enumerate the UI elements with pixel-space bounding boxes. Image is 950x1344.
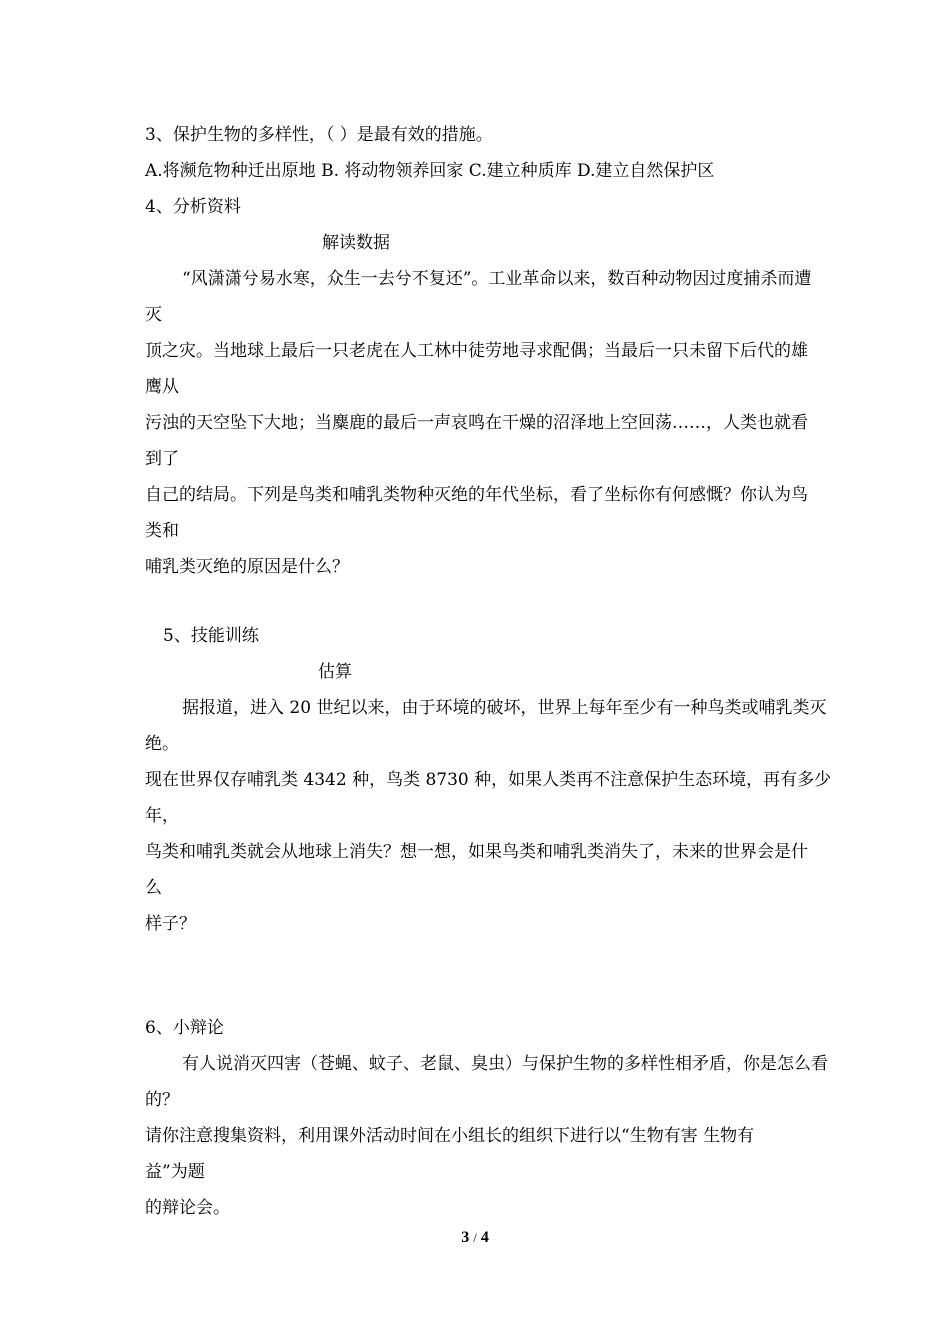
q4-line-8: 类和 xyxy=(145,521,179,541)
q4-line-6: 到了 xyxy=(145,449,179,469)
q4-line-3: 顶之灾。当地球上最后一只老虎在人工林中徒劳地寻求配偶；当最后一只未留下后代的雄 xyxy=(145,341,808,361)
q5-line-2: 绝。 xyxy=(145,734,179,754)
q4-line-9: 哺乳类灭绝的原因是什么？ xyxy=(145,557,349,577)
q5-line-4: 年， xyxy=(145,806,179,826)
q5-title: 5、技能训练 xyxy=(163,626,259,646)
q5-line-5: 鸟类和哺乳类就会从地球上消失？想一想，如果鸟类和哺乳类消失了，未来的世界会是什 xyxy=(145,842,808,862)
q4-line-4: 鹰从 xyxy=(145,377,179,397)
q3-title: 3、保护生物的多样性，（ ）是最有效的措施。 xyxy=(145,125,493,145)
q4-line-7: 自己的结局。下列是鸟类和哺乳类物种灭绝的年代坐标，看了坐标你有何感慨？你认为鸟 xyxy=(145,485,808,505)
page-current: 3 xyxy=(461,1229,470,1246)
q5-subtitle: 估算 xyxy=(318,662,352,682)
q5-line-1: 据报道，进入 20 世纪以来，由于环境的破坏，世界上每年至少有一种鸟类或哺乳类灭 xyxy=(182,698,827,718)
q5-line-6: 么 xyxy=(145,878,162,898)
q4-title: 4、分析资料 xyxy=(145,197,241,217)
page-separator: / xyxy=(473,1230,477,1245)
q3-options: A.将濒危物种迁出原地 B. 将动物领养回家 C.建立种质库 D.建立自然保护区 xyxy=(145,161,715,181)
q5-line-7: 样子？ xyxy=(145,914,196,934)
q5-line-3: 现在世界仅存哺乳类 4342 种，鸟类 8730 种，如果人类再不注意保护生态环境，再有多少 xyxy=(145,770,832,790)
q6-line-5: 的辩论会。 xyxy=(145,1198,230,1218)
q4-line-5: 污浊的天空坠下大地；当麋鹿的最后一声哀鸣在干燥的沼泽地上空回荡……，人类也就看 xyxy=(145,413,808,433)
q6-title: 6、小辩论 xyxy=(145,1018,224,1038)
q4-subtitle: 解读数据 xyxy=(322,233,390,253)
q4-line-1: “风潇潇兮易水寒，众生一去兮不复还”。工业革命以来，数百种动物因过度捕杀而遭 xyxy=(182,269,812,289)
q6-line-3: 请你注意搜集资料，利用课外活动时间在小组长的组织下进行以“生物有害 生物有 xyxy=(145,1126,755,1146)
page-total: 4 xyxy=(480,1229,489,1246)
page-number xyxy=(0,1229,950,1247)
q4-line-2: 灭 xyxy=(145,305,162,325)
q6-line-1: 有人说消灭四害（苍蝇、蚊子、老鼠、臭虫）与保护生物的多样性相矛盾，你是怎么看 xyxy=(182,1054,828,1074)
q6-line-4: 益”为题 xyxy=(145,1162,205,1182)
q6-line-2: 的？ xyxy=(145,1090,179,1110)
